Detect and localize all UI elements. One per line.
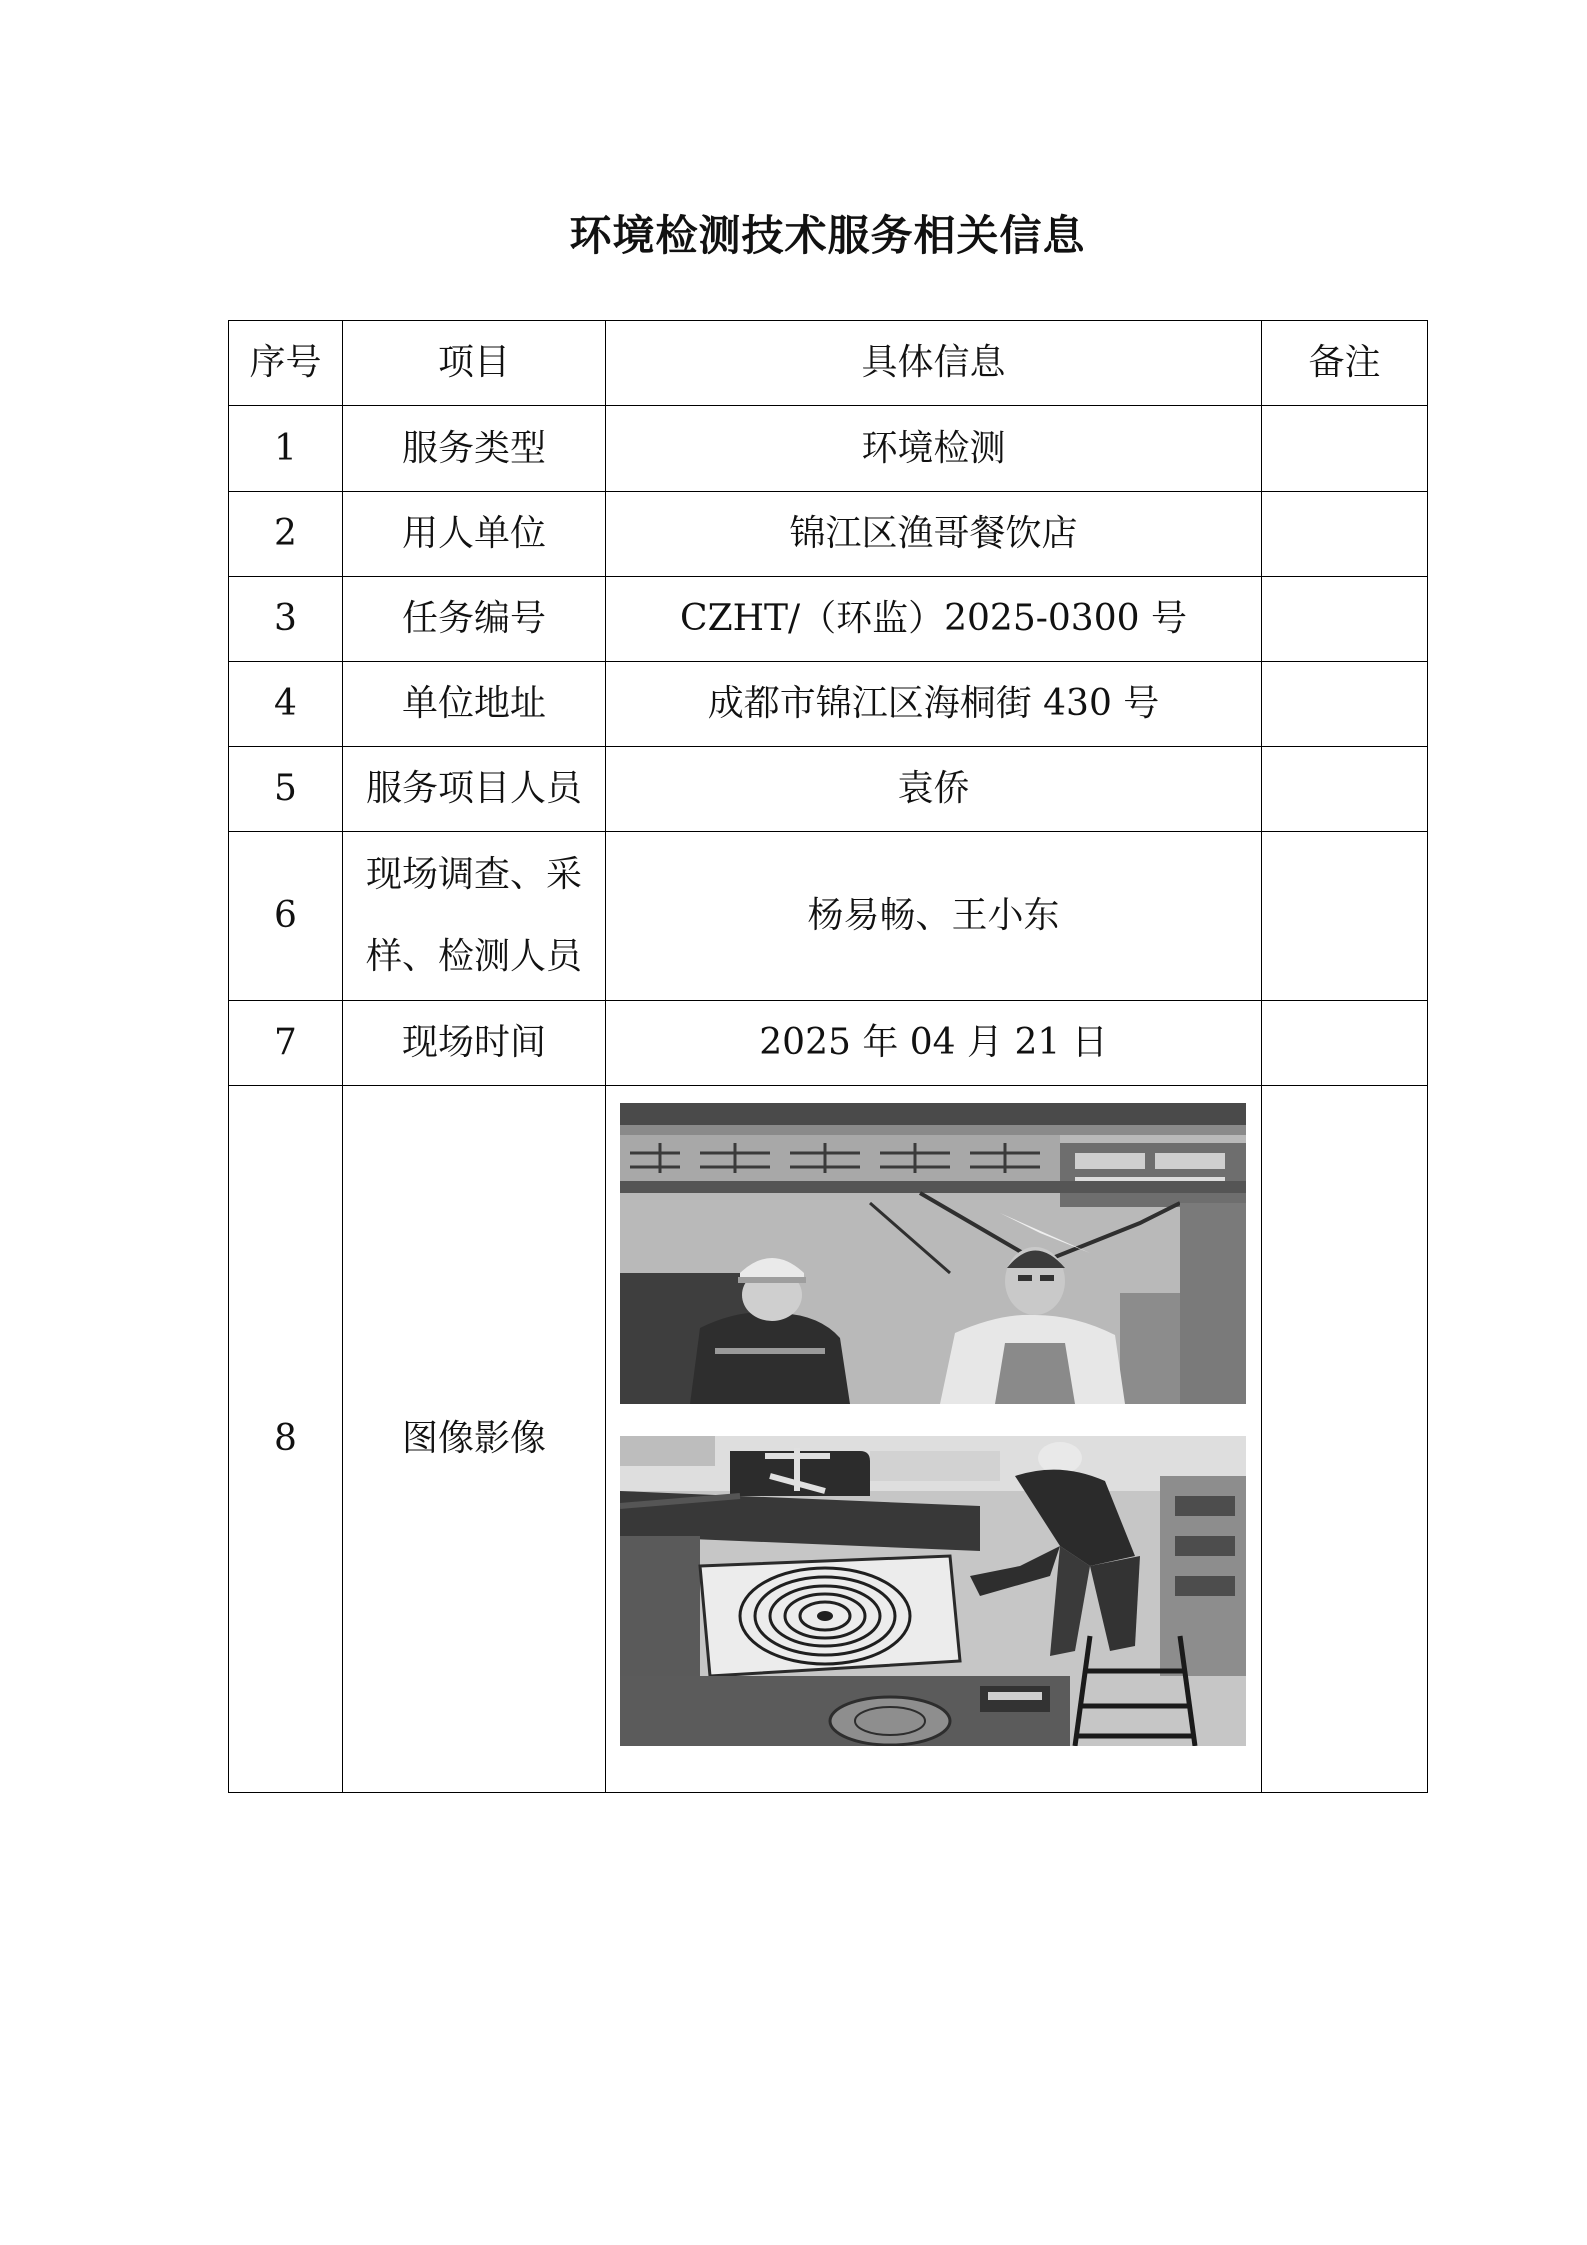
row-item: 任务编号 <box>343 577 606 662</box>
row-item: 现场调查、采样、检测人员 <box>343 832 606 1001</box>
row-index: 4 <box>229 662 343 747</box>
row-detail: 2025 年 04 月 21 日 <box>606 1001 1262 1086</box>
row-index: 2 <box>229 492 343 577</box>
row-note <box>1262 1001 1428 1086</box>
row-item: 现场时间 <box>343 1001 606 1086</box>
row-index: 6 <box>229 832 343 1001</box>
row-note <box>1262 577 1428 662</box>
photo-container <box>606 1087 1261 1792</box>
row-detail: CZHT/（环监）2025-0300 号 <box>606 577 1262 662</box>
table-row <box>229 747 1428 832</box>
row-index: 1 <box>229 406 343 492</box>
table-row <box>229 1086 1428 1793</box>
row-detail: 袁侨 <box>606 747 1262 832</box>
row-index: 3 <box>229 577 343 662</box>
row-detail: 环境检测 <box>606 406 1262 492</box>
site-photo-2 <box>620 1436 1246 1746</box>
table-row <box>229 406 1428 492</box>
row-note <box>1262 492 1428 577</box>
document-title: 环境检测技术服务相关信息 <box>569 211 1086 260</box>
row-note <box>1262 832 1428 1001</box>
header-item: 项目 <box>343 321 606 406</box>
row-note <box>1262 1086 1428 1793</box>
table-row <box>229 832 1428 1001</box>
row-note <box>1262 662 1428 747</box>
row-detail: 成都市锦江区海桐街 430 号 <box>606 662 1262 747</box>
table-row <box>229 1001 1428 1086</box>
row-item: 用人单位 <box>343 492 606 577</box>
row-detail-photos <box>606 1086 1262 1793</box>
row-detail: 锦江区渔哥餐饮店 <box>606 492 1262 577</box>
row-item: 服务类型 <box>343 406 606 492</box>
row-index: 8 <box>229 1086 343 1793</box>
row-note <box>1262 747 1428 832</box>
table-row <box>229 577 1428 662</box>
row-item: 图像影像 <box>343 1086 606 1793</box>
header-detail: 具体信息 <box>606 321 1262 406</box>
table-row <box>229 492 1428 577</box>
row-note <box>1262 406 1428 492</box>
header-note: 备注 <box>1262 321 1428 406</box>
table-header-row <box>229 321 1428 406</box>
header-index: 序号 <box>229 321 343 406</box>
row-index: 7 <box>229 1001 343 1086</box>
info-table <box>228 320 1428 1793</box>
table-row <box>229 662 1428 747</box>
row-item: 单位地址 <box>343 662 606 747</box>
row-item: 服务项目人员 <box>343 747 606 832</box>
row-detail: 杨易畅、王小东 <box>606 832 1262 1001</box>
site-photo-1 <box>620 1103 1246 1404</box>
row-index: 5 <box>229 747 343 832</box>
